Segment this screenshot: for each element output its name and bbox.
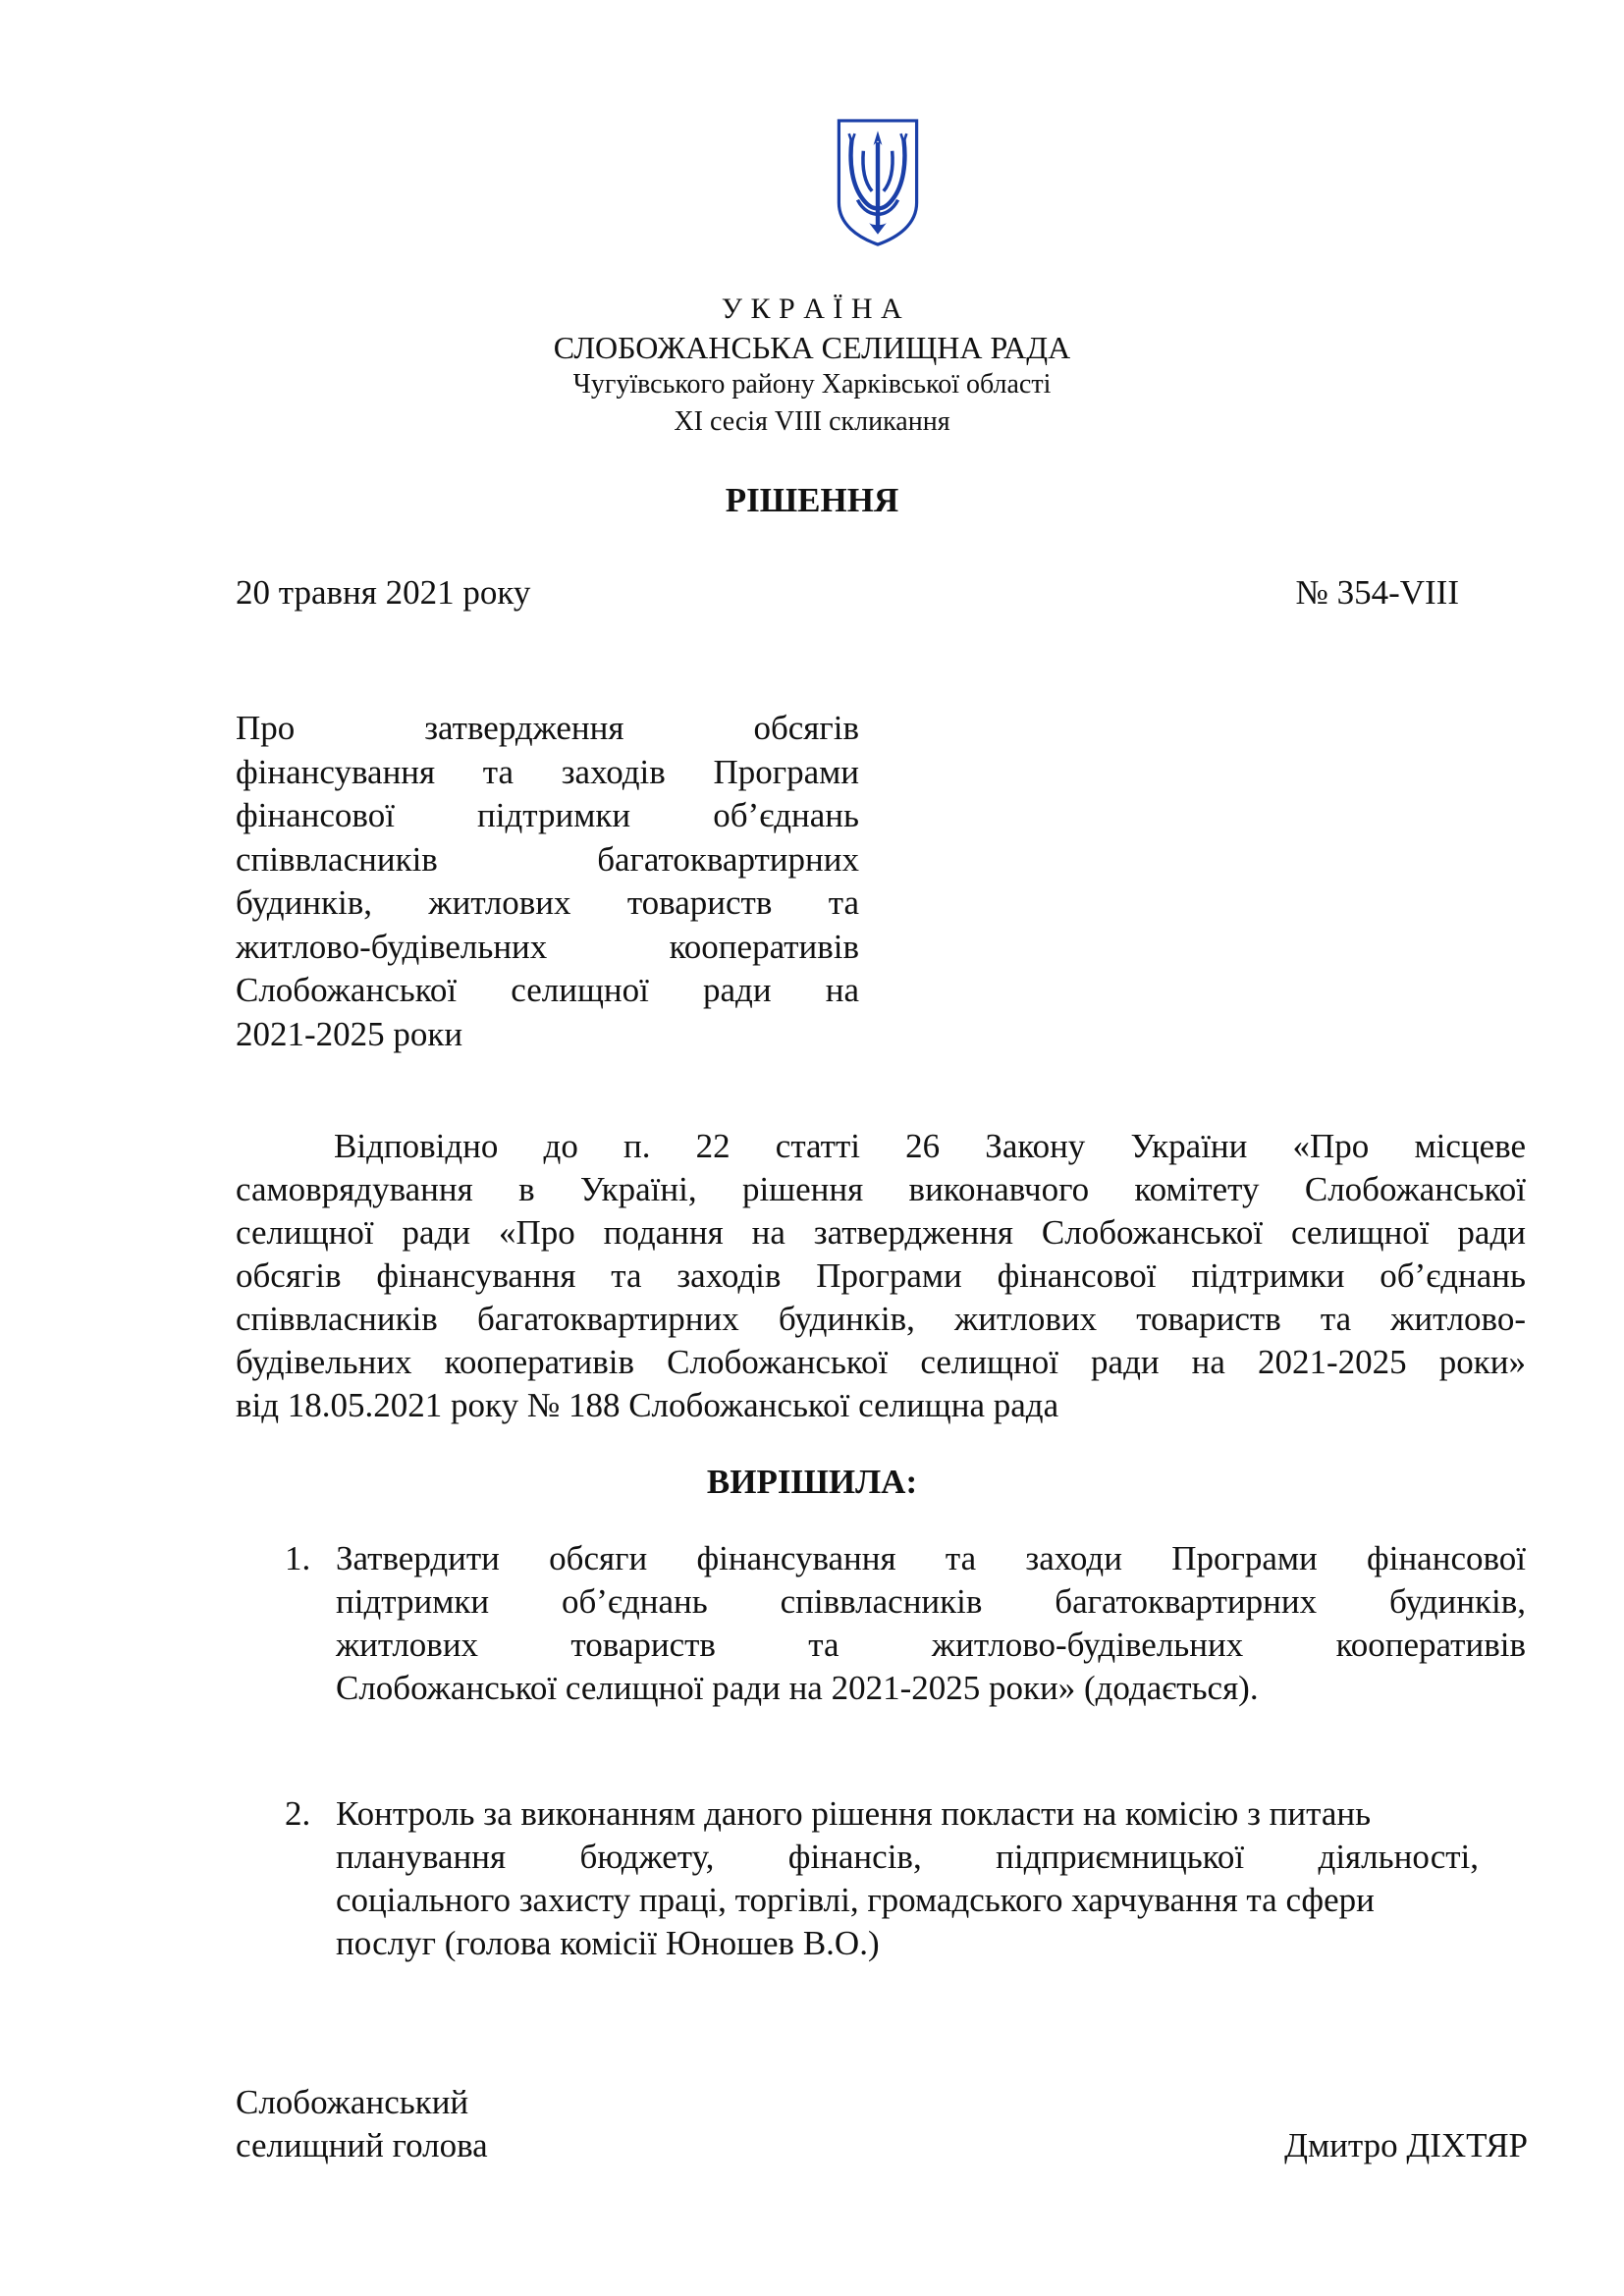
item-line: соціального захисту праці, торгівлі, громадського харчування та сфери [336,1881,1375,1919]
preamble-line: самоврядування в Україні, рішення виконавчого комітету Слобожанської [236,1170,1526,1208]
subject-line: Слобожанської селищної ради на [236,971,859,1009]
subject-line: Про затвердження обсягів [236,709,859,747]
subject-line: фінансової підтримки об’єднань [236,796,859,834]
subject-line: 2021-2025 роки [236,1014,463,1053]
preamble-line: співвласників багатоквартирних будинків, житлових товариств та житлово- [236,1300,1526,1338]
preamble-line: від 18.05.2021 року № 188 Слобожанської селищна рада [236,1386,1059,1424]
preamble-line: будівельних кооперативів Слобожанської селищної ради на 2021-2025 роки» [236,1343,1526,1381]
decision-subject [236,707,859,1056]
position-line: селищний голова [236,2126,488,2164]
preamble-line: Відповідно до п. 22 статті 26 Закону України «Про місцеве [334,1127,1526,1165]
item-line: підтримки об’єднань співвласників багатоквартирних будинків, [336,1582,1526,1621]
item-line: Затвердити обсяги фінансування та заходи Програми фінансової [336,1539,1526,1577]
document-title: РІШЕННЯ [725,481,899,519]
item-text [336,1537,1526,1710]
decision-number: № 354-VIII [1295,573,1459,612]
preamble-line: обсягів фінансування та заходів Програми фінансової підтримки об’єднань [236,1256,1526,1295]
signatory-name: Дмитро ДІХТЯР [1284,2126,1528,2164]
item-text [336,1792,1479,1965]
country-name: У К Р А Ї Н А [721,293,903,325]
item-line: Слобожанської селищної ради на 2021-2025 роки» (додається). [336,1669,1259,1707]
preamble-paragraph [236,1125,1526,1427]
position-line: Слобожанський [236,2083,469,2121]
item-line: планування бюджету, фінансів, підприємницької діяльності, [336,1838,1479,1876]
decision-date: 20 травня 2021 року [236,573,531,612]
resolved-heading: ВИРІШИЛА: [706,1463,918,1501]
item-line: Контроль за виконанням даного рішення покласти на комісію з питань [336,1794,1372,1833]
district-name: Чугуївського району Харківської області [572,369,1052,400]
subject-line: будинків, житлових товариств та [236,883,859,922]
item-number: 1. [285,1539,311,1577]
item-line: послуг (голова комісії Юношев В.О.) [336,1924,880,1962]
item-line: житлових товариств та житлово-будівельних кооперативів [336,1626,1526,1664]
subject-line: житлово-будівельних кооперативів [236,927,859,966]
preamble-line: селищної ради «Про подання на затвердження Слобожанської селищної ради [236,1213,1526,1252]
item-number: 2. [285,1794,311,1833]
session-info: XI сесія VIII скликання [674,406,950,437]
subject-line: співвласників багатоквартирних [236,839,859,879]
signatory-position [236,2081,488,2167]
subject-line: фінансування та заходів Програми [236,752,859,791]
coat-of-arms-icon [835,116,921,249]
council-name: СЛОБОЖАНСЬКА СЕЛИЩНА РАДА [553,330,1071,365]
